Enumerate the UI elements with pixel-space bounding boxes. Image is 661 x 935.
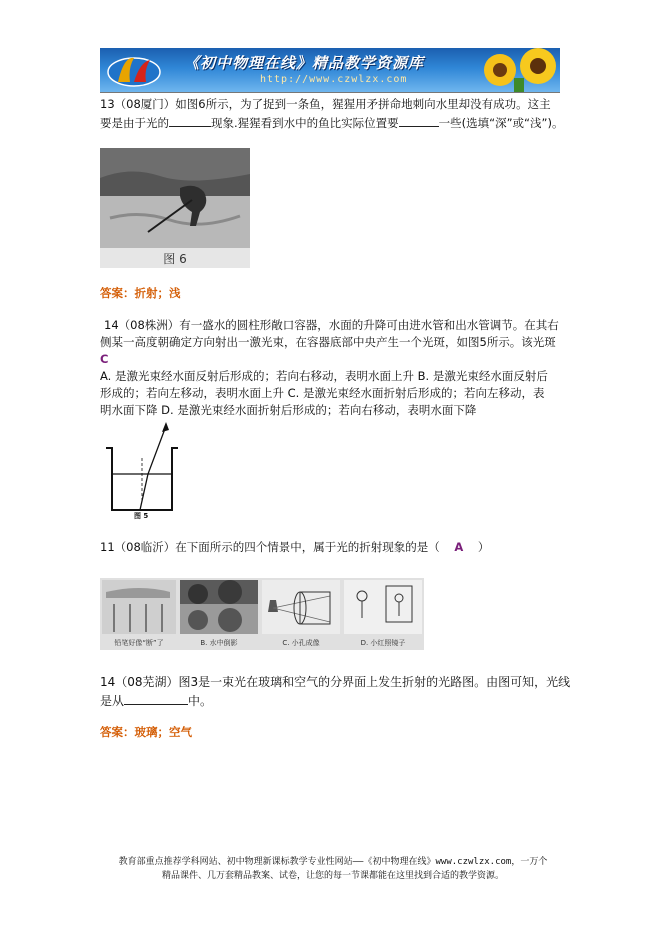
scene-d-caption: D. 小红照镜子	[360, 639, 406, 647]
scene-b-caption: B. 水中倒影	[200, 639, 238, 647]
q11-text: 11（08临沂）在下面所示的四个情景中，属于光的折射现象的是（	[100, 540, 440, 554]
q11-scenes-strip	[100, 578, 424, 650]
q14b-text-a: 是从	[100, 694, 125, 708]
q14a-option-line3: 明水面下降 D. 是激光束经水面折射后形成的；若向右移动，表明水面下降	[100, 403, 477, 417]
banner-title: 《初中物理在线》精品教学资源库	[184, 54, 425, 72]
q14a-option-line1: A. 是激光束经水面反射后形成的；若向右移动，表明水面上升 B. 是激光束经水面反射后	[100, 369, 548, 383]
q13-text-a: 要是由于光的	[100, 116, 169, 130]
q13-line1: 13（08厦门）如图6所示，为了捉到一条鱼，猩猩用矛拼命地刺向水里却没有成功。这主	[100, 97, 551, 111]
q14a-answer: C	[100, 352, 109, 366]
q14b-answer: 答案：玻璃；空气	[100, 725, 192, 739]
figure-6-label: 图 6	[163, 252, 187, 266]
q14a-option-line2: 形成的；若向左移动，表明水面上升 C. 是激光束经水面折射后形成的；若向左移动，表	[100, 386, 545, 400]
q11-answer: A	[454, 540, 464, 554]
header-rule	[100, 92, 560, 93]
scene-c-caption: C. 小孔成像	[282, 639, 320, 647]
q11-close: ）	[477, 540, 490, 554]
q14b-text-b: 中。	[188, 694, 213, 708]
scene-a-caption: 铅笔好像“断”了	[114, 639, 164, 647]
q14b-blank	[124, 692, 188, 705]
header-banner	[100, 48, 560, 92]
q13-answer: 答案：折射；浅	[100, 286, 181, 300]
q13-blank-2	[399, 114, 439, 127]
figure-5-container-diagram	[100, 420, 190, 520]
footer-line2: 精品课件、几万套精品教案、试卷，让您的每一节课都能在这里找到合适的教学资源。	[161, 871, 504, 881]
sunflower-icon	[480, 48, 560, 92]
figure-6-photo	[100, 148, 250, 268]
q14a-line1: 14（08株洲）有一盛水的圆柱形敞口容器，水面的升降可由进水管和出水管调节。在其右	[104, 318, 559, 332]
figure-5-label: 图 5	[134, 512, 149, 520]
q13-blank-1	[169, 114, 211, 127]
footer-line1: 教育部重点推荐学科网站、初中物理新课标教学专业性网站——《初中物理在线》www.czwlzx.com，一万个	[118, 857, 548, 867]
q13-line2	[100, 114, 563, 132]
site-logo-icon	[104, 50, 164, 90]
banner-url: http://www.czwlzx.com	[260, 74, 408, 85]
q14b-line1: 14（08芜湖）图3是一束光在玻璃和空气的分界面上发生折射的光路图。由图可知，光线	[100, 675, 571, 689]
q13-text-b: 现象.猩猩看到水中的鱼比实际位置要	[211, 116, 399, 130]
q14b-line2	[100, 692, 212, 710]
q14a-line2: 侧某一高度朝确定方向射出一激光束，在容器底部中央产生一个光斑，如图5所示。该光斑	[100, 335, 556, 349]
q11-line	[100, 539, 489, 556]
q13-text-c: 一些(选填“深”或“浅”)。	[438, 116, 564, 130]
